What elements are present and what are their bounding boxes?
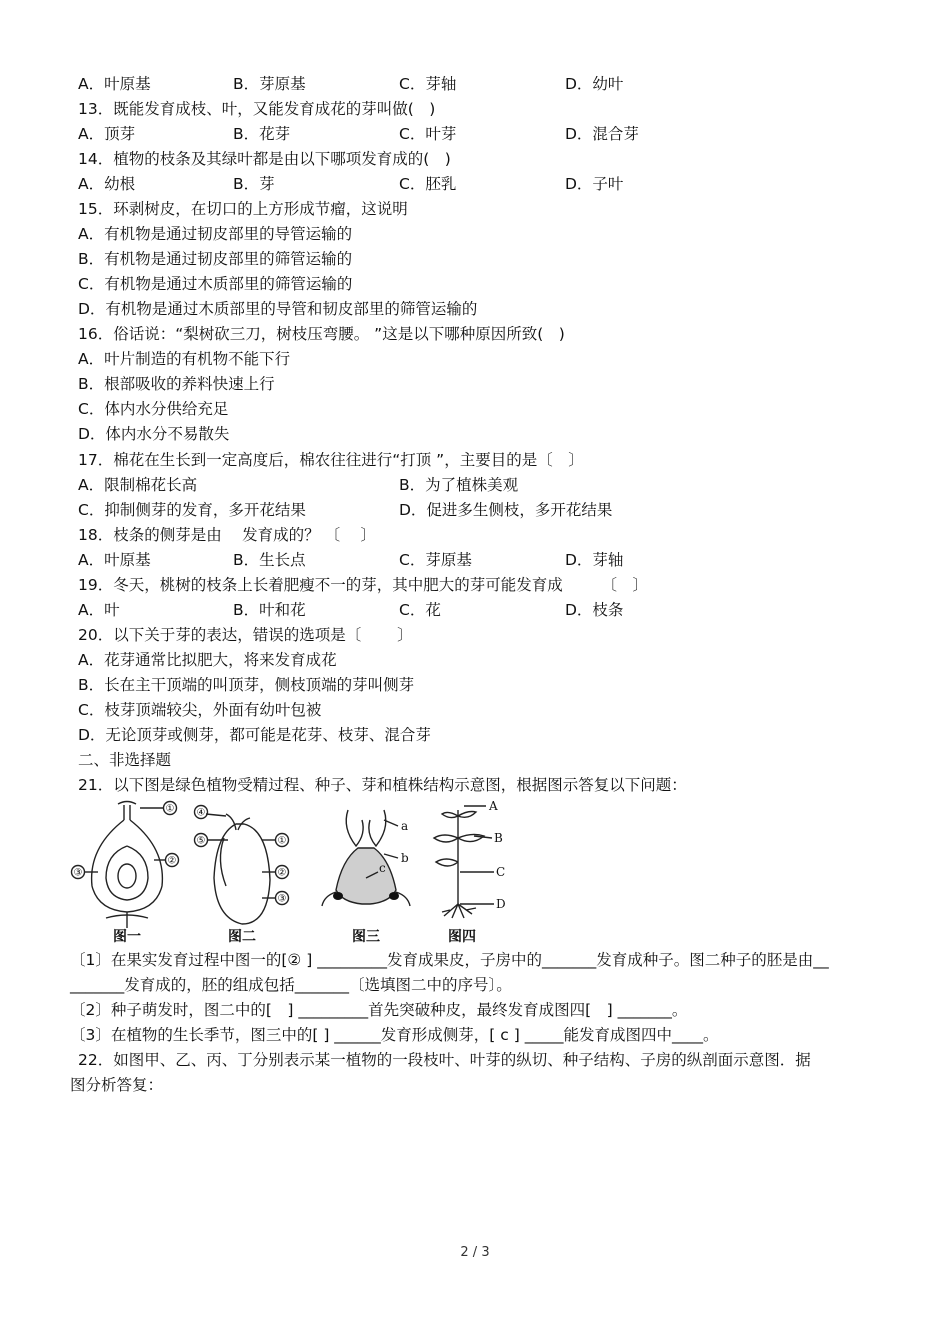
- q21-part2: 〔2〕种子萌发时，图二中的[ ] _________首先突破种皮，最终发育成图四[ ] _______。: [70, 1001, 688, 1019]
- fig1-pistil-drawing: [72, 802, 179, 929]
- fig3-bud-drawing: [322, 810, 410, 906]
- q18-option-b: B．生长点: [233, 551, 306, 569]
- q17-option-c: C．抑制侧芽的发育，多开花结果: [78, 501, 306, 519]
- q16-option-d: D．体内水分不易散失: [78, 425, 230, 443]
- q13-option-b: B．花芽: [233, 125, 291, 143]
- fig1-label-3: ③: [73, 867, 83, 879]
- fig4-label-b: B: [494, 831, 503, 845]
- q12-option-a: A．叶原基: [78, 75, 151, 93]
- fig3-label-a: a: [401, 819, 409, 833]
- q16-option-a: A．叶片制造的有机物不能下行: [78, 350, 291, 368]
- q12-option-d: D．幼叶: [565, 75, 624, 93]
- q14-option-c: C．胚乳: [399, 175, 457, 193]
- q12-options: [78, 74, 898, 94]
- q15-option-b: B．有机物是通过韧皮部里的筛管运输的: [78, 250, 353, 268]
- q20-option-a: A．花芽通常比拟肥大，将来发育成花: [78, 651, 337, 669]
- q15-stem: 15．环剥树皮，在切口的上方形成节瘤，这说明: [78, 200, 408, 218]
- q13-option-d: D．混合芽: [565, 125, 639, 143]
- fig4-label-a: A: [489, 800, 498, 813]
- q19-stem: 19．冬天，桃树的枝条上长着肥瘦不一的芽，其中肥大的芽可能发育成 〔 〕: [78, 576, 648, 594]
- fig2-label-3: ③: [277, 893, 287, 905]
- q17-options-row2: [78, 500, 898, 520]
- fig2-label-1: ①: [277, 835, 287, 847]
- q22-stem-line1: 22．如图甲、乙、丙、丁分别表示某一植物的一段枝叶、叶芽的纵切、种子结构、子房的纵剖面示意图．据: [78, 1051, 811, 1069]
- q17-stem: 17．棉花在生长到一定高度后，棉农往往进行“打顶 ”，主要目的是〔 〕: [78, 451, 584, 469]
- q14-option-a: A．幼根: [78, 175, 136, 193]
- fig1-label-2: ②: [167, 855, 177, 867]
- q18-options: [78, 550, 898, 570]
- q14-option-b: B．芽: [233, 175, 275, 193]
- q19-option-d: D．枝条: [565, 601, 624, 619]
- fig4-label-c: C: [496, 865, 506, 879]
- q17-option-a: A．限制棉花长高: [78, 476, 198, 494]
- fig2-label-2: ②: [277, 867, 287, 879]
- q12-option-b: B．芽原基: [233, 75, 306, 93]
- q18-option-c: C．芽原基: [399, 551, 472, 569]
- q18-stem: 18．枝条的侧芽是由 发育成的？ 〔 〕: [78, 526, 377, 544]
- q14-option-d: D．子叶: [565, 175, 624, 193]
- q21-figures: [66, 800, 526, 945]
- section-heading: 二、非选择题: [78, 751, 172, 769]
- fig4-caption: 图四: [448, 929, 476, 945]
- fig1-label-1: ①: [165, 803, 175, 815]
- q21-part1-line2: _______发育成的，胚的组成包括_______〔选填图二中的序号〕。: [70, 976, 512, 994]
- q13-options: [78, 124, 898, 144]
- q16-stem: 16．俗话说：“梨树砍三刀，树枝压弯腰。 ”这是以下哪种原因所致( ): [78, 325, 565, 343]
- fig1-caption: 图一: [113, 929, 141, 945]
- q17-option-b: B．为了植株美观: [399, 476, 519, 494]
- q17-options-row1: [78, 475, 898, 495]
- q21-part3: 〔3〕在植物的生长季节，图三中的[ ] ______发育形成侧芽，[ c ] _____能发育成图四中____。: [70, 1026, 719, 1044]
- q13-option-c: C．叶芽: [399, 125, 457, 143]
- q21-part1-line1: 〔1〕在果实发育过程中图一的[② ] _________发育成果皮，子房中的_______发育成种子。图二种子的胚是由__: [70, 951, 829, 969]
- fig4-plant-drawing: [434, 806, 494, 918]
- q21-stem: 21．以下图是绿色植物受精过程、种子、芽和植株结构示意图，根据图示答复以下问题：: [78, 776, 687, 794]
- q19-option-b: B．叶和花: [233, 601, 306, 619]
- fig2-label-4: ④: [196, 807, 206, 819]
- fig2-caption: 图二: [228, 929, 256, 945]
- q13-stem: 13．既能发育成枝、叶，又能发育成花的芽叫做( ): [78, 100, 436, 118]
- q19-option-c: C．花: [399, 601, 441, 619]
- fig4-label-d: D: [496, 897, 506, 911]
- q20-option-b: B．长在主干顶端的叫顶芽，侧枝顶端的芽叫侧芽: [78, 676, 415, 694]
- q19-option-a: A．叶: [78, 601, 120, 619]
- q18-option-a: A．叶原基: [78, 551, 151, 569]
- fig2-seed-drawing: [195, 806, 289, 925]
- q16-option-b: B．根部吸收的养料快速上行: [78, 375, 275, 393]
- fig3-label-b: b: [401, 851, 409, 865]
- q20-option-c: C．枝芽顶端较尖，外面有幼叶包被: [78, 701, 322, 719]
- q15-option-d: D．有机物是通过木质部里的导管和韧皮部里的筛管运输的: [78, 300, 478, 318]
- q18-option-d: D．芽轴: [565, 551, 624, 569]
- q12-option-c: C．芽轴: [399, 75, 457, 93]
- q16-option-c: C．体内水分供给充足: [78, 400, 229, 418]
- q19-options: [78, 600, 898, 620]
- q22-stem-line2: 图分析答复：: [70, 1076, 164, 1094]
- q14-options: [78, 174, 898, 194]
- fig3-caption: 图三: [352, 929, 380, 945]
- fig3-label-c: c: [379, 861, 386, 875]
- q20-stem: 20．以下关于芽的表达，错误的选项是〔 〕: [78, 626, 413, 644]
- q17-option-d: D．促进多生侧枝，多开花结果: [399, 501, 613, 519]
- q13-option-a: A．顶芽: [78, 125, 136, 143]
- fig2-label-5: ⑤: [196, 835, 206, 847]
- q14-stem: 14．植物的枝条及其绿叶都是由以下哪项发育成的( ): [78, 150, 451, 168]
- page-number: 2 / 3: [460, 1245, 490, 1260]
- q15-option-c: C．有机物是通过木质部里的筛管运输的: [78, 275, 353, 293]
- q15-option-a: A．有机物是通过韧皮部里的导管运输的: [78, 225, 353, 243]
- q20-option-d: D．无论顶芽或侧芽，都可能是花芽、枝芽、混合芽: [78, 726, 431, 744]
